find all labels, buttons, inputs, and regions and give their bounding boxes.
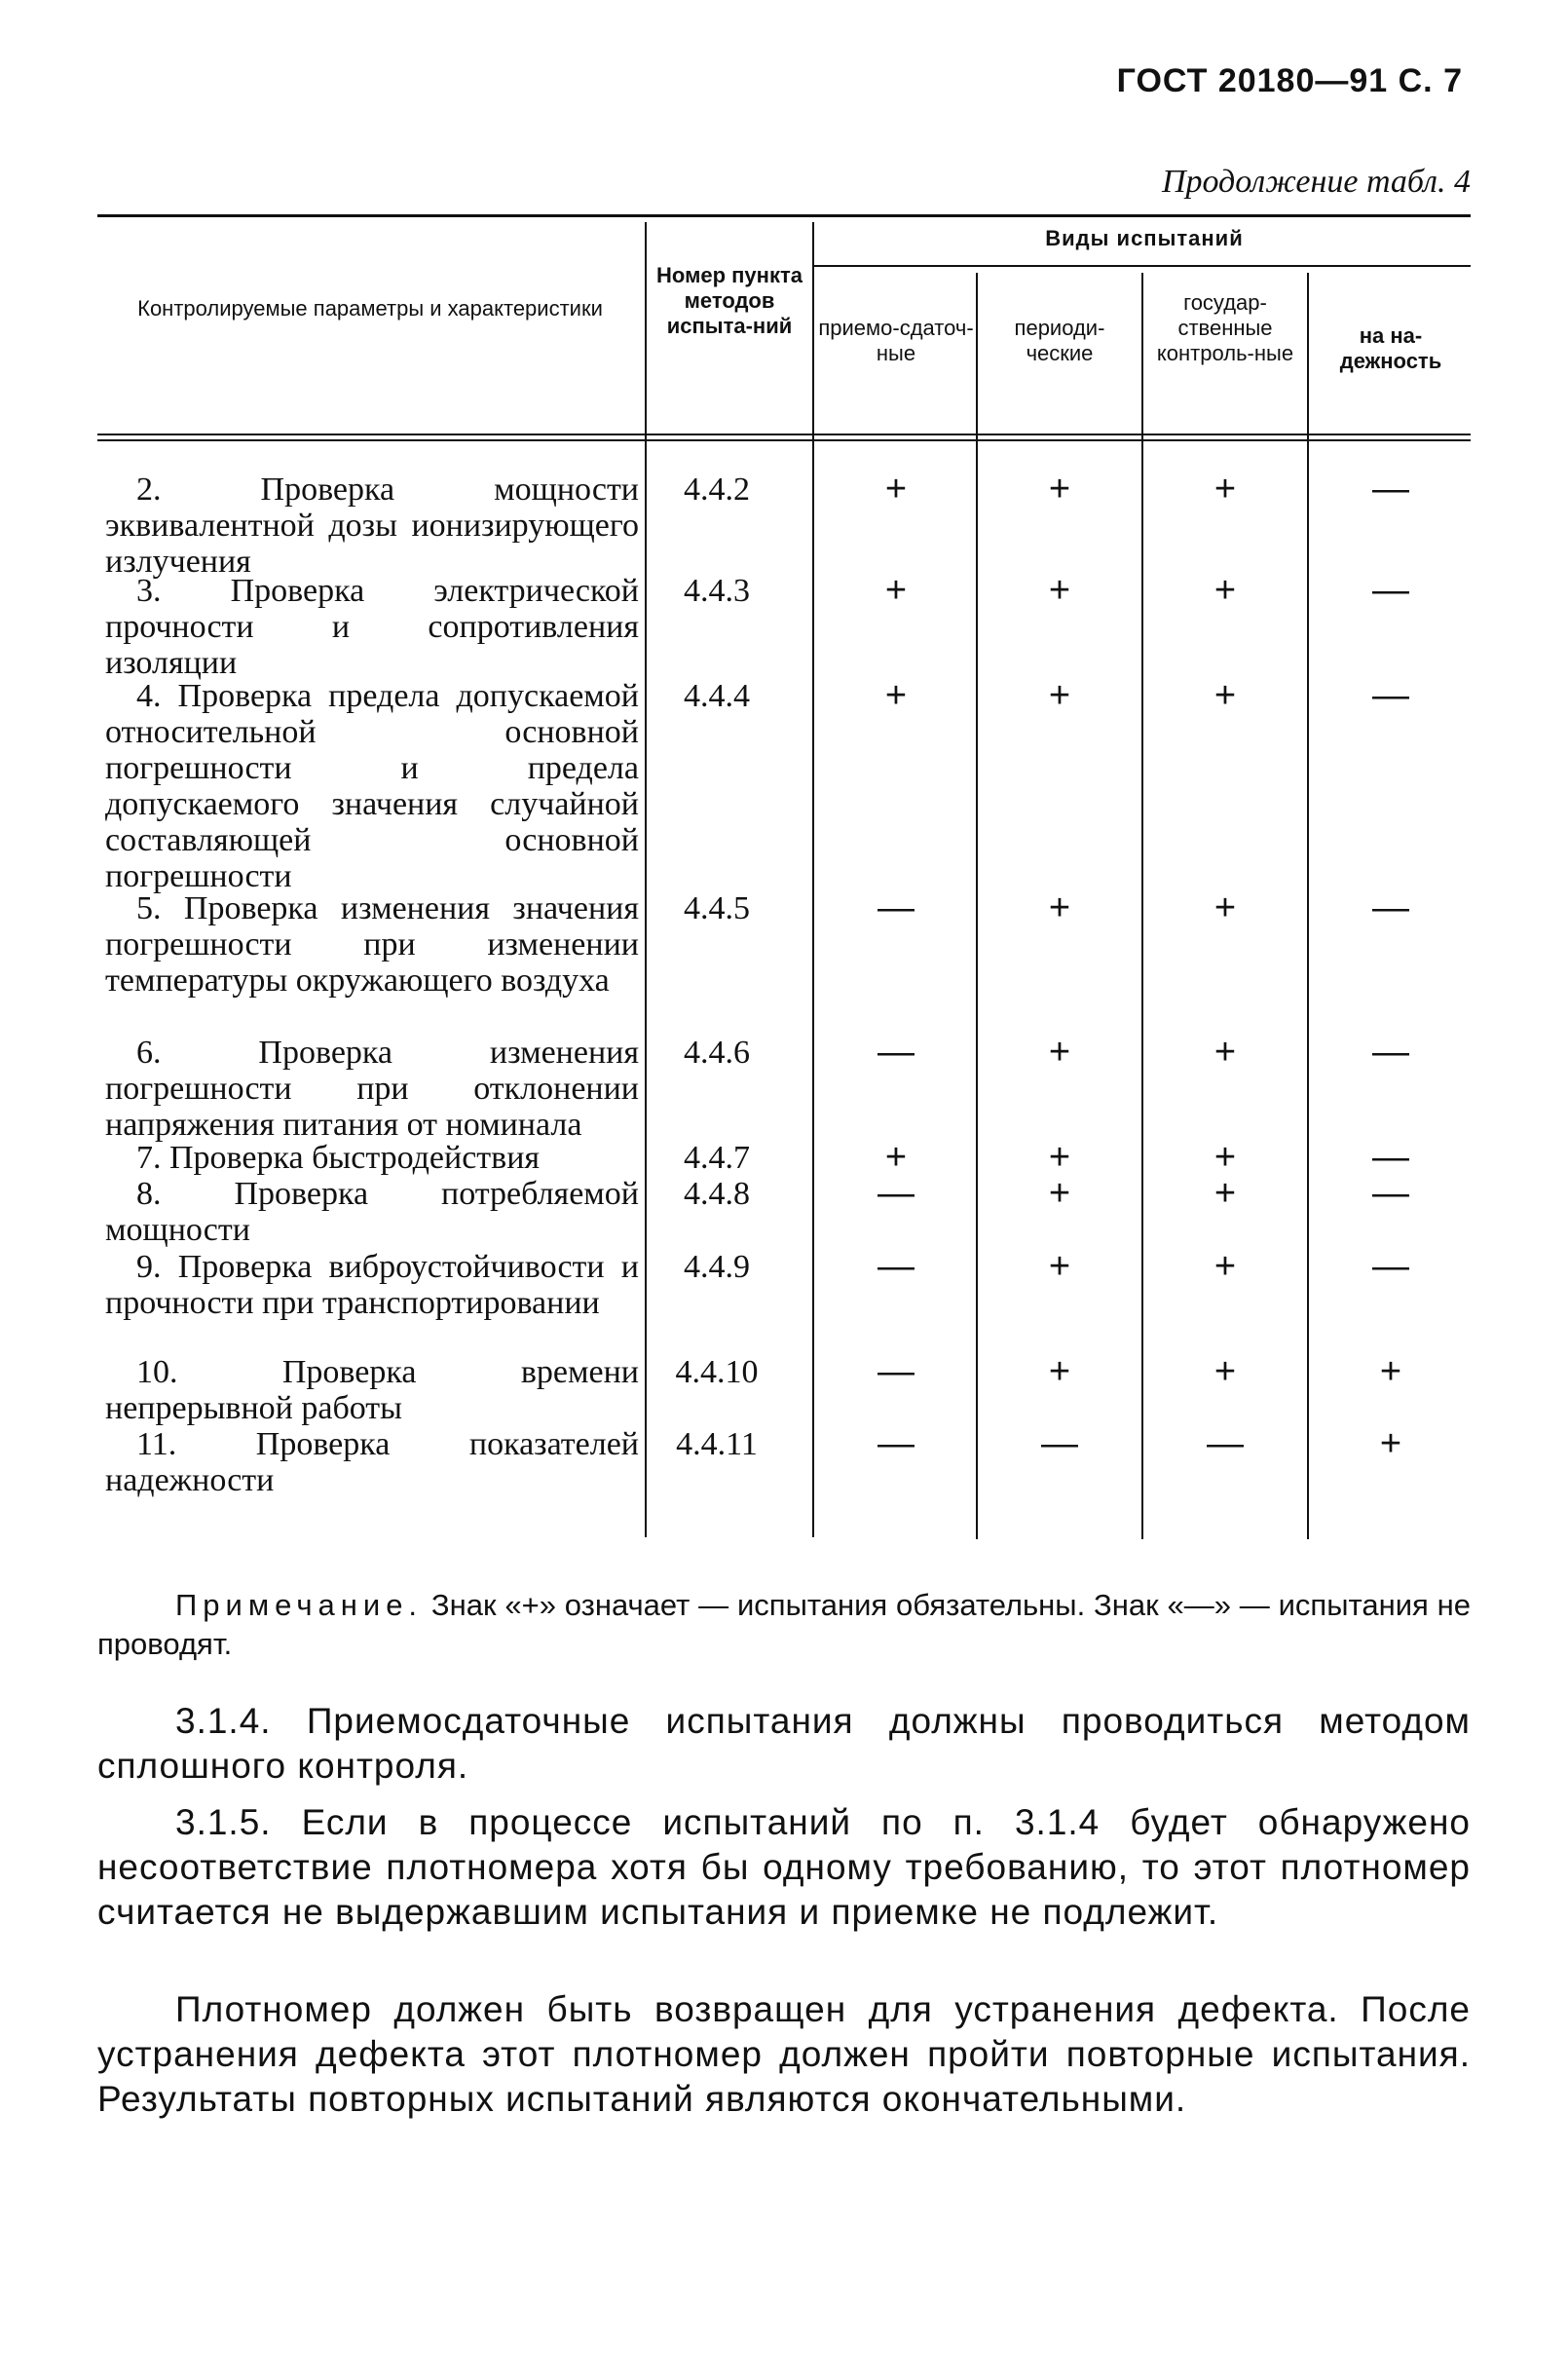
paragraph-3-1-4: 3.1.4. Приемосдаточные испытания должны проводиться методом сплошного контроля. xyxy=(97,1701,1471,1786)
table-row-method: 4.4.9 xyxy=(684,1249,750,1285)
reliability-mark: — xyxy=(1372,570,1409,611)
table-row-parameter: 5. Проверка изменения значения погрешности при изменении температуры окружающего воздуха xyxy=(105,890,639,999)
periodic-mark: + xyxy=(1048,675,1071,716)
table-row-parameter: 6. Проверка изменения погрешности при отклонении напряжения питания от номинала xyxy=(105,1035,639,1143)
acceptance-mark: + xyxy=(884,570,908,611)
reliability-mark: — xyxy=(1372,1032,1409,1073)
state-mark: + xyxy=(1213,675,1237,716)
state-mark: + xyxy=(1213,1351,1237,1392)
table-row-method: 4.4.3 xyxy=(684,573,750,609)
column-header-state: государ-ственные контроль-ные xyxy=(1156,290,1294,365)
table-row-parameter: 2. Проверка мощности эквивалентной дозы ионизирующего излучения xyxy=(105,472,639,580)
periodic-mark: — xyxy=(1041,1423,1078,1464)
periodic-mark: + xyxy=(1048,1351,1071,1392)
column-group-header: Виды испытаний xyxy=(1045,226,1244,250)
acceptance-mark: — xyxy=(877,1423,915,1464)
state-mark: + xyxy=(1213,1246,1237,1287)
group-header-rule xyxy=(814,265,1471,267)
state-mark: + xyxy=(1213,469,1237,509)
column-divider xyxy=(812,222,814,1537)
column-header-periodic: периоди-ческие xyxy=(1014,316,1105,365)
table-row-method: 4.4.5 xyxy=(684,890,750,926)
table-row-parameter: 11. Проверка показателей надежности xyxy=(105,1426,640,1498)
column-header-reliability: на на-дежность xyxy=(1339,323,1442,373)
reliability-mark: — xyxy=(1372,1137,1409,1178)
periodic-mark: + xyxy=(1048,1173,1071,1214)
table-row-parameter: 8. Проверка потребляемой мощности xyxy=(105,1176,639,1248)
table-row-method: 4.4.6 xyxy=(684,1035,750,1071)
periodic-mark: + xyxy=(1048,887,1071,928)
reliability-mark: — xyxy=(1372,1173,1409,1214)
state-mark: + xyxy=(1213,570,1237,611)
acceptance-mark: + xyxy=(884,675,908,716)
state-mark: + xyxy=(1213,1032,1237,1073)
reliability-mark: — xyxy=(1372,887,1409,928)
table-row-parameter: 7. Проверка быстродействия xyxy=(136,1140,541,1176)
table-row-method: 4.4.7 xyxy=(684,1140,750,1176)
column-header-parameters: Контролируемые параметры и характеристики xyxy=(137,296,603,321)
reliability-mark: — xyxy=(1372,1246,1409,1287)
acceptance-mark: — xyxy=(877,1173,915,1214)
table-note: Примечание. Знак «+» означает — испытания обязательны. Знак «—» — испытания не проводят. xyxy=(97,1588,1471,1661)
periodic-mark: + xyxy=(1048,469,1071,509)
acceptance-mark: — xyxy=(877,1246,915,1287)
table-row-parameter: 9. Проверка виброустойчивости и прочности при транспортировании xyxy=(105,1249,639,1321)
state-mark: + xyxy=(1213,1173,1237,1214)
table-row-parameter: 3. Проверка электрической прочности и сопротивления изоляции xyxy=(105,573,639,681)
header-bottom-rule-2 xyxy=(97,439,1471,441)
reliability-mark: — xyxy=(1372,675,1409,716)
acceptance-mark: — xyxy=(877,1351,915,1392)
acceptance-mark: + xyxy=(884,469,908,509)
table-continuation-label: Продолжение табл. 4 xyxy=(1161,164,1471,200)
state-mark: + xyxy=(1213,1137,1237,1178)
paragraph-3-1-5: 3.1.5. Если в процессе испытаний по п. 3.1.4 будет обнаружено несоответствие плотномера хотя бы одному требованию, то этот плотномер считается не выдержавшим испытания и приемке не подлежит. xyxy=(97,1802,1471,1932)
table-row-parameter: 4. Проверка предела допускаемой относительной основной погрешности и предела допускаемого значения случайной составляющей основной погрешности xyxy=(105,678,639,894)
reliability-mark: + xyxy=(1379,1351,1402,1392)
reliability-mark: + xyxy=(1379,1423,1402,1464)
table-row-method: 4.4.10 xyxy=(675,1354,759,1390)
periodic-mark: + xyxy=(1048,570,1071,611)
table-top-rule xyxy=(97,214,1471,217)
column-header-acceptance: приемо-сдаточ-ные xyxy=(818,316,974,365)
periodic-mark: + xyxy=(1048,1246,1071,1287)
table-row-method: 4.4.2 xyxy=(684,472,750,508)
header-bottom-rule xyxy=(97,434,1471,435)
reliability-mark: — xyxy=(1372,469,1409,509)
periodic-mark: + xyxy=(1048,1032,1071,1073)
table-row-method: 4.4.8 xyxy=(684,1176,750,1212)
acceptance-mark: + xyxy=(884,1137,908,1178)
acceptance-mark: — xyxy=(877,887,915,928)
acceptance-mark: — xyxy=(877,1032,915,1073)
state-mark: + xyxy=(1213,887,1237,928)
tests-table xyxy=(97,214,1471,1541)
paragraph-return: Плотномер должен быть возвращен для устранения дефекта. После устранения дефекта этот плотномер должен пройти повторные испытания. Результаты повторных испытаний являются окончательными. xyxy=(97,1989,1471,2119)
table-row-method: 4.4.11 xyxy=(676,1426,758,1462)
table-row-parameter: 10. Проверка времени непрерывной работы xyxy=(105,1354,639,1426)
periodic-mark: + xyxy=(1048,1137,1071,1178)
column-divider xyxy=(645,222,647,1537)
table-row-method: 4.4.4 xyxy=(684,678,750,714)
state-mark: — xyxy=(1207,1423,1244,1464)
column-header-method: Номер пункта методов испыта-ний xyxy=(656,263,803,338)
document-header: ГОСТ 20180—91 С. 7 xyxy=(1116,62,1463,99)
